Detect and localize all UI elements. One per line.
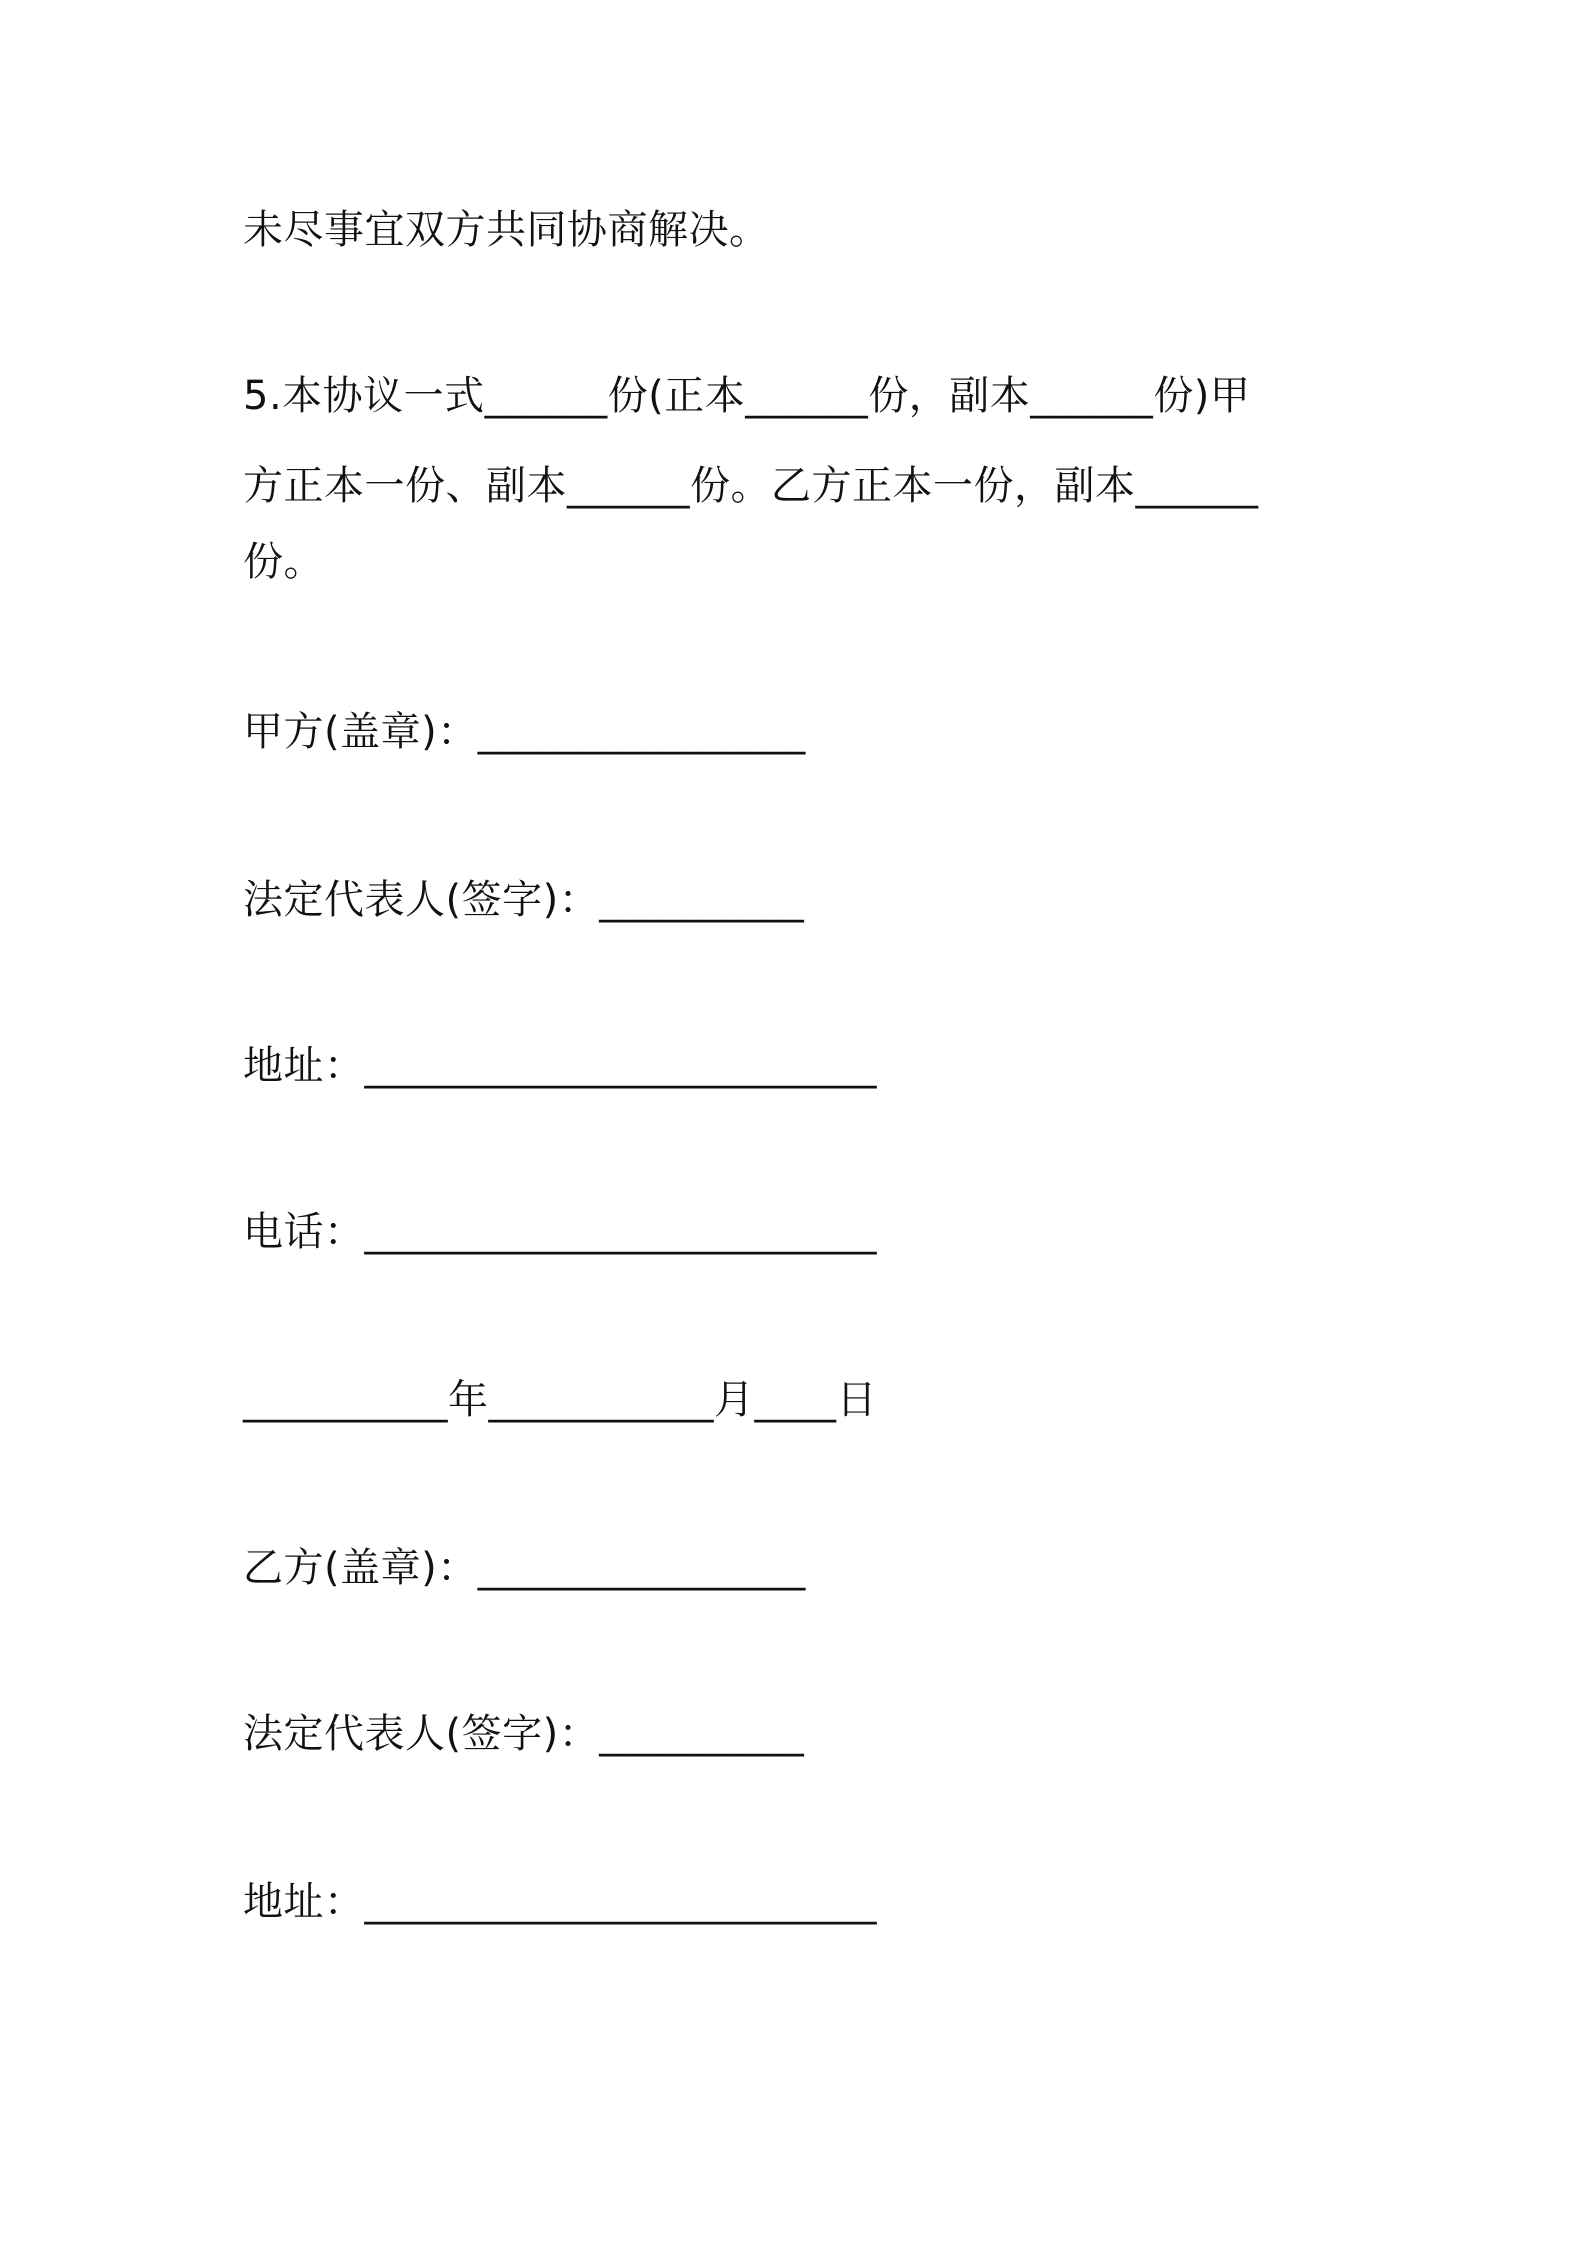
copies-clause-line-1: 5.本协议一式______份(正本______份，副本______份)甲 [243, 373, 1251, 419]
party-a-seal-field: 甲方(盖章)：________________ [243, 709, 806, 755]
closing-clause: 未尽事宜双方共同协商解决。 [243, 207, 770, 253]
party-a-legal-rep-field: 法定代表人(签字)：__________ [243, 877, 805, 923]
party-b-address-field: 地址：_________________________ [243, 1879, 877, 1925]
party-a-date-field: __________年___________月____日 [243, 1377, 877, 1423]
party-a-address-field: 地址：_________________________ [243, 1043, 877, 1089]
party-a-phone-field: 电话：_________________________ [243, 1209, 877, 1255]
copies-clause-line-3: 份。 [243, 539, 324, 585]
party-b-seal-field: 乙方(盖章)：________________ [243, 1545, 806, 1591]
copies-clause-line-2: 方正本一份、副本______份。乙方正本一份，副本______ [243, 463, 1259, 509]
party-b-legal-rep-field: 法定代表人(签字)：__________ [243, 1711, 805, 1757]
